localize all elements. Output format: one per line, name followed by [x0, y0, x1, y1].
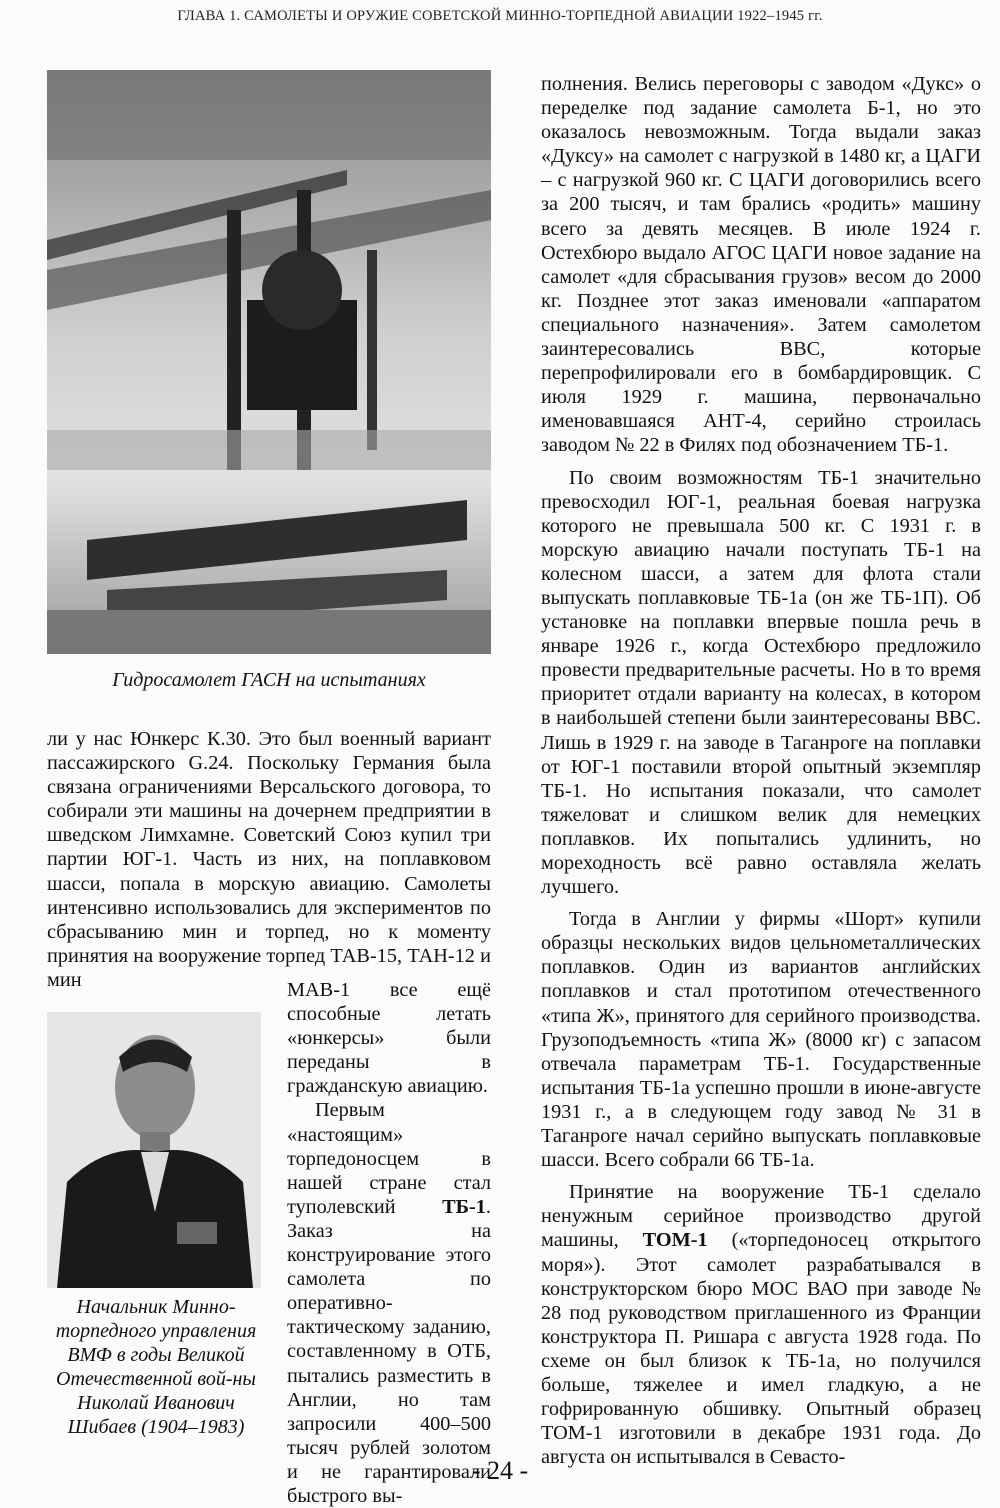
- right-paragraph-3: Тогда в Англии у фирмы «Шорт» купили образцы нескольких видов цельнометаллических поплавков. Один из вариантов английских поплавков и стал прототипом отечественного «типа Ж», принятого для серийного производства. Грузоподъемность «типа Ж» (8000 кг) с запасом отвечала параметрам ТБ-1. Государственные испытания ТБ-1а успешно прошли в июне-августе 1931 г., а в следующем году завод № 31 в Таганроге начал серийно выпускать поплавковые шасси. Всего собрали 66 ТБ-1а.: [541, 908, 981, 1172]
- left-column-text: [47, 727, 491, 992]
- p2-end-text: . Заказ на конструирование этого самолета по оперативно-тактическому заданию, составленному в ОТБ, пытались разместить в Англии, но там запросили 400–500 тысяч рублей золотом и не гарантировали быстрого вы-: [287, 1195, 491, 1507]
- tom1-bold: ТОМ-1: [642, 1229, 708, 1252]
- seaplane-caption: Гидросамолет ГАСН на испытаниях: [112, 669, 426, 691]
- right-paragraph-2: По своим возможностям ТБ-1 значительно превосходил ЮГ-1, реальная боевая нагрузка которого не превышала 500 кг. С 1931 г. в морскую авиацию начали поступать ТБ-1 на колесном шасси, а затем для флота стали выпускать поплавковые ТБ-1а (он же ТБ-1П). Об установке на поплавки впервые пошла речь в январе 1926 г., когда Остехбюро предложило провести предварительные расчеты. Но в то время приоритет отдали варианту на колесах, в котором в наибольшей степени были заинтересованы ВВС. Лишь в 1929 г. на заводе в Таганроге на поплавки от ЮГ-1 поставили второй опытный экземпляр ТБ-1. Но испытания показали, что самолет тяжеловат и слишком велик для немецких поплавков. Их попытались удлинить, но мореходность всё равно оставляла желать лучшего.: [541, 466, 981, 899]
- portrait-caption: Начальник Минно-торпедного управления ВМФ в годы Великой Отечественной вой-ны Николай Иванович Шибаев (1904–1983): [55, 1296, 257, 1438]
- left-narrow-column: [287, 978, 491, 1508]
- portrait-photo: [47, 1012, 261, 1288]
- right-paragraph-4: [541, 1180, 981, 1469]
- page-number: - 24 -: [471, 1456, 529, 1485]
- seaplane-icon: [47, 70, 491, 654]
- left-paragraph-1-tail: МАВ-1 все ещё способные летать «юнкерсы» были переданы в гражданскую авиацию.: [287, 979, 491, 1098]
- right-column-text: [541, 72, 981, 1469]
- p2-start-text: Первым «настоящим» торпедоносцем в нашей стране стал туполевский: [287, 1099, 491, 1218]
- p4-start-text: Принятие на вооружение ТБ-1 сделало ненужным серийное производство другой машины,: [541, 1181, 981, 1252]
- p4-end-text: («торпедоносец открытого моря»). Этот самолет разрабатывался в конструкторском бюро МОС ВАО при заводе № 28 под руководством приглашенного из Франции конструктора П. Ришара с августа 1928 года. По схеме он был близок к ТБ-1а, но получился больше, тяжелее и имел гладкую, а не гофрированную обшивку. Опытный образец ТОМ-1 изготовили в декабре 1931 года. До августа он испытывался в Севасто-: [541, 1229, 981, 1469]
- left-paragraph-2: [287, 1098, 491, 1508]
- running-header: ГЛАВА 1. САМОЛЕТЫ И ОРУЖИЕ СОВЕТСКОЙ МИННО-ТОРПЕДНОЙ АВИАЦИИ 1922–1945 гг.: [177, 8, 823, 24]
- tb1-bold: ТБ-1: [442, 1195, 486, 1218]
- portrait-icon: [47, 1012, 261, 1288]
- right-paragraph-1: полнения. Велись переговоры с заводом «Дукс» о переделке под задание самолета Б-1, но это оказалось невозможным. Тогда выдали заказ «Дуксу» на самолет с нагрузкой в 1480 кг, а ЦАГИ – с нагрузкой 960 кг. С ЦАГИ договорились всего за 200 тысяч, и там брались «родить» машину всего за девять месяцев. В июле 1924 г. Остехбюро выдало АГОС ЦАГИ новое задание на самолет «для сбрасывания грузов» весом до 2000 кг. Позднее этот заказ именовали «аппаратом специального назначения». Затем самолетом заинтересовались ВВС, которые перепрофилировали его в бомбардировщик. С июля 1929 г. машина, первоначально именовавшаяся АНТ-4, серийно строилась заводом № 22 в Филях под обозначением ТБ-1.: [541, 73, 981, 457]
- seaplane-photo: [47, 70, 491, 654]
- left-paragraph-1: ли у нас Юнкерс К.30. Это был военный вариант пассажирского G.24. Поскольку Германия была связана ограничениями Версальского договора, то собирали эти машины на дочернем предприятии в шведском Лимхамне. Советский Союз купил три партии ЮГ-1. Часть из них, на поплавковом шасси, попала в морскую авиацию. Самолеты интенсивно использовались для экспериментов по сбрасыванию мин и торпед, но к моменту принятия на вооружение торпед ТАВ-15, ТАН-12 и мин: [47, 728, 491, 991]
